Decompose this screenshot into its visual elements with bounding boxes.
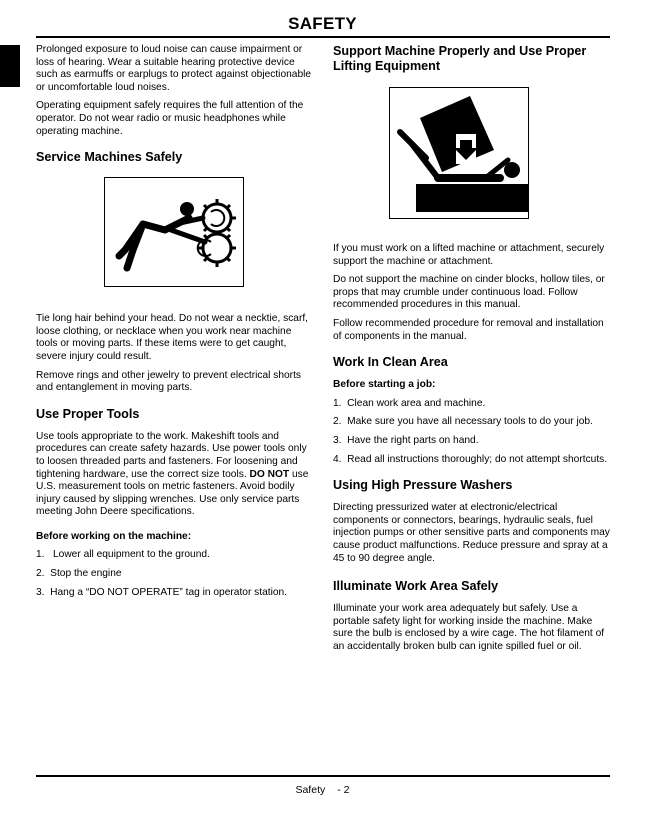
noise-paragraph-1: Prolonged exposure to loud noise can cause impairment or loss of hearing. Wear a suitable hearing protective device such as earmuffs or earplugs to protect against objectionable or uncomfortable loud noises. xyxy=(36,44,312,93)
washers-paragraph: Directing pressurized water at electronic/electrical components or connectors, bearings, hydraulic seals, fuel injection pumps or other sensitive parts and components may cause product malfunctions. Reduce pressure and spray at a 45 to 90 degree angle. xyxy=(333,502,610,564)
tools-text-c: use U.S. measurement tools on metric fasteners. Avoid bodily injury caused by slipping wrenches. Use only service parts meeting John Deere specifications. xyxy=(36,468,309,518)
noise-paragraph-2: Operating equipment safely requires the full attention of the operator. Do not wear radio or music headphones while operating machine. xyxy=(36,100,304,137)
crush-hazard-illustration xyxy=(389,87,529,219)
pressure-washers-heading: Using High Pressure Washers xyxy=(333,478,513,493)
list-item: 1. Clean work area and machine. xyxy=(333,397,486,409)
entanglement-hazard-illustration xyxy=(104,177,244,287)
header-rule xyxy=(36,36,610,38)
illuminate-paragraph: Illuminate your work area adequately but safely. Use a portable safety light for working inside the machine. Make sure the bulb is enclosed by a wire cage. The hot filament of an accidentally broken bulb can ignite spilled fuel or oil. xyxy=(333,603,605,652)
section-tab-marker xyxy=(0,45,20,87)
before-starting-job-heading: Before starting a job: xyxy=(333,379,436,391)
list-item: 2. Make sure you have all necessary tools to do your job. xyxy=(333,416,593,428)
page-number: - 2 xyxy=(337,784,350,796)
service-paragraph-2: Remove rings and other jewelry to prevent electrical shorts and entanglement in moving parts. xyxy=(36,369,301,394)
page-footer xyxy=(0,784,645,796)
support-paragraph-1: If you must work on a lifted machine or attachment, securely support the machine or attachment. xyxy=(333,243,605,267)
before-job-steps xyxy=(333,398,611,466)
illuminate-work-area-heading: Illuminate Work Area Safely xyxy=(333,579,499,594)
list-item: 3. Have the right parts on hand. xyxy=(333,434,479,446)
support-paragraph-3: Follow recommended procedure for removal and installation of components in the manual. xyxy=(333,317,604,342)
list-item: 3. Hang a “DO NOT OPERATE” tag in operator station. xyxy=(36,586,288,598)
page-title: SAFETY xyxy=(288,14,357,33)
tools-paragraph xyxy=(36,431,314,519)
list-item: 4. Read all instructions thoroughly; do not attempt shortcuts. xyxy=(333,453,608,465)
list-item: 1. Lower all equipment to the ground. xyxy=(36,549,210,561)
work-clean-area-heading: Work In Clean Area xyxy=(333,355,448,370)
footer-rule xyxy=(36,775,610,777)
support-paragraph-2: Do not support the machine on cinder blocks, hollow tiles, or props that may crumble under continuous load. Follow recommended procedures in this manual. xyxy=(333,274,605,311)
footer-section-label: Safety xyxy=(295,784,326,796)
support-machine-heading: Support Machine Properly and Use Proper Lifting Equipment xyxy=(333,44,587,73)
service-machines-heading: Service Machines Safely xyxy=(36,150,183,165)
before-working-heading: Before working on the machine: xyxy=(36,530,192,542)
crush-hazard-icon xyxy=(390,88,528,218)
tools-text-a: Use tools appropriate to the work. Makeshift tools and procedures can create safety hazards. Use power tools only to loosen threaded parts and fasteners. For loosening and tightening hardware, use the correct size tools. xyxy=(36,430,307,480)
service-paragraph-1: Tie long hair behind your head. Do not wear a necktie, scarf, loose clothing, or necklace when you work near machine tools or moving parts. If these items were to get caught, severe injury could result. xyxy=(36,313,309,362)
before-working-steps xyxy=(36,549,314,599)
left-column xyxy=(36,44,314,605)
list-item: 2. Stop the engine xyxy=(36,568,122,580)
entanglement-hazard-icon xyxy=(105,178,243,286)
tools-text-do-not: DO NOT xyxy=(249,468,290,480)
use-proper-tools-heading: Use Proper Tools xyxy=(36,406,140,421)
right-column xyxy=(333,44,611,659)
